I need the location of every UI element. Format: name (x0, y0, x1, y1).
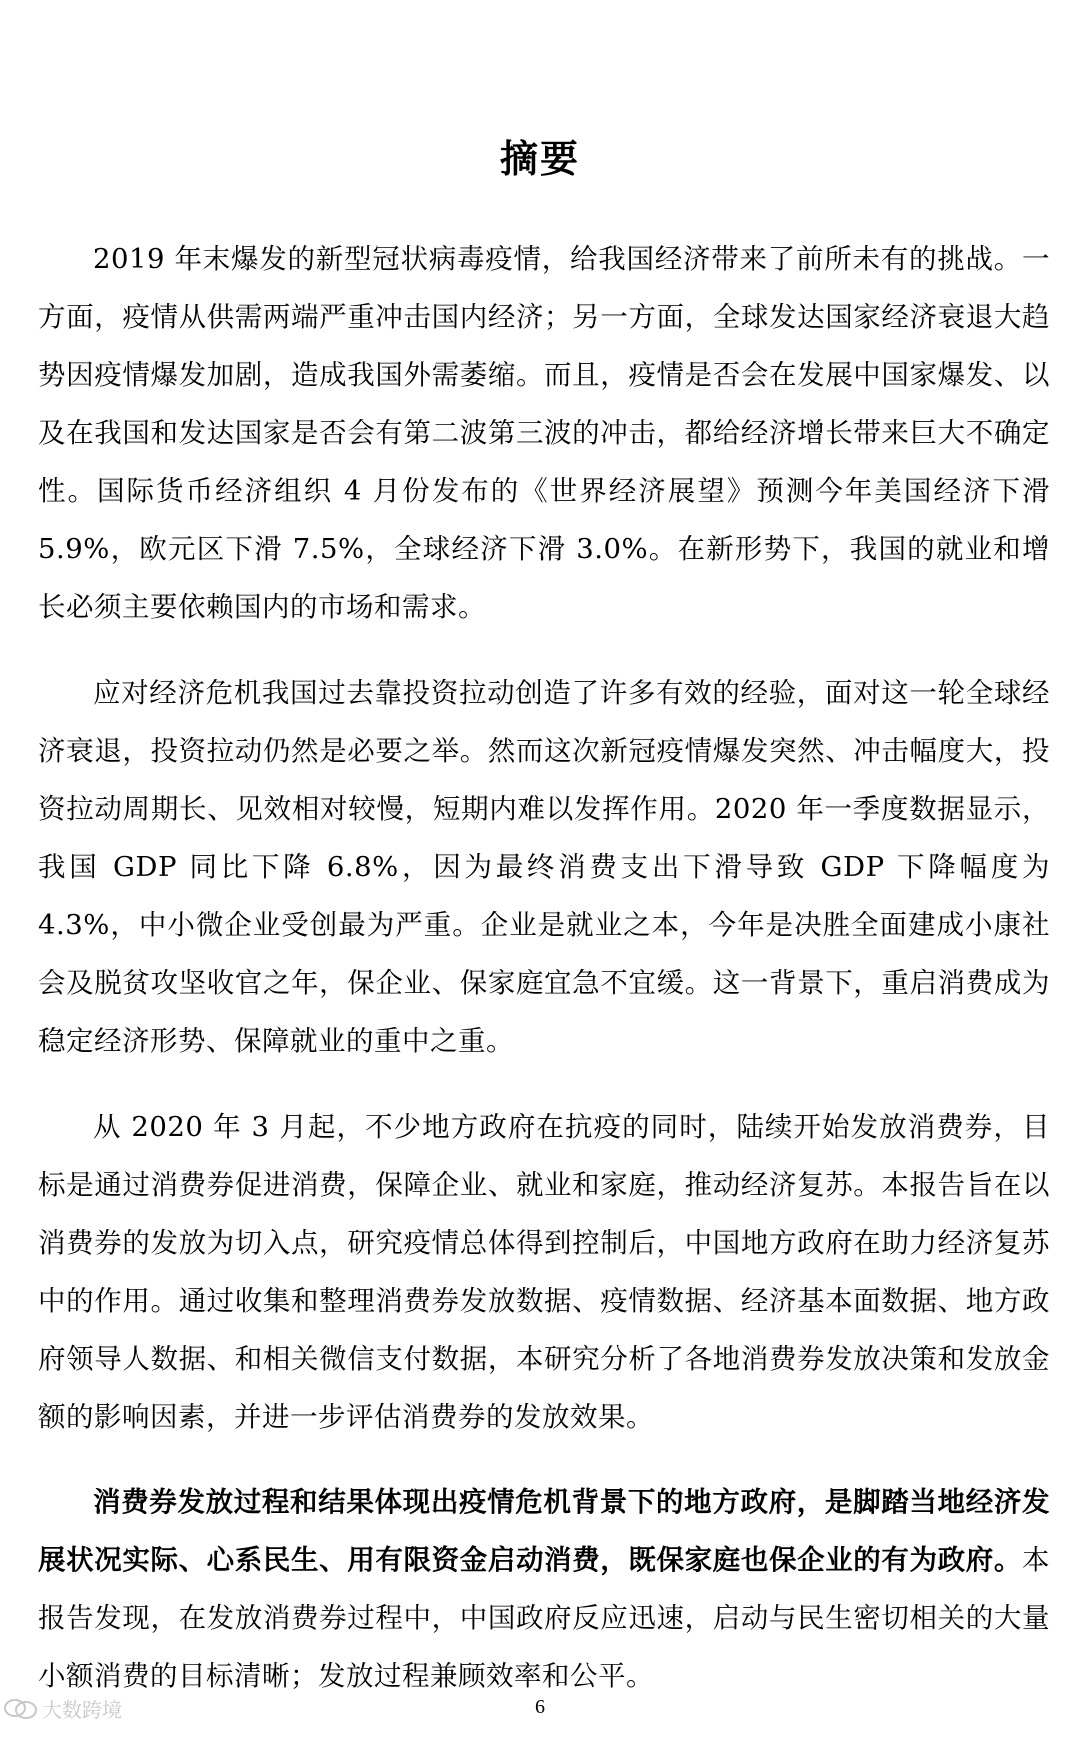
page-title: 摘要 (499, 136, 580, 181)
paragraph-4 (38, 1473, 1050, 1705)
paragraph-4-text: 本报告发现，在发放消费券过程中，中国政府反应迅速，启动与民生密切相关的大量小额消费的目标清晰；发放过程兼顾效率和公平。 (38, 1544, 1050, 1692)
paragraph-4-bold-lead: 消费券发放过程和结果体现出疫情危机背景下的地方政府，是脚踏当地经济发展状况实际、心系民生、用有限资金启动消费，既保家庭也保企业的有为政府。 (38, 1486, 1050, 1576)
paragraph-2: 应对经济危机我国过去靠投资拉动创造了许多有效的经验，面对这一轮全球经济衰退，投资拉动仍然是必要之举。然而这次新冠疫情爆发突然、冲击幅度大，投资拉动周期长、见效相对较慢，短期内难以发挥作用。2020 年一季度数据显示，我国 GDP 同比下降 6.8%，因为最终消费支出下滑导致 GDP 下降幅度为 4.3%，中小微企业受创最为严重。企业是就业之本，今年是决胜全面建成小康社会及脱贫攻坚收官之年，保企业、保家庭宜急不宜缓。这一背景下，重启消费成为稳定经济形势、保障就业的重中之重。 (38, 677, 1050, 1057)
chat-bubble-logo-icon (4, 1697, 38, 1721)
watermark-text: 大数跨境 (42, 1698, 122, 1722)
paragraph-1: 2019 年末爆发的新型冠状病毒疫情，给我国经济带来了前所未有的挑战。一方面，疫情从供需两端严重冲击国内经济；另一方面，全球发达国家经济衰退大趋势因疫情爆发加剧，造成我国外需萎缩。而且，疫情是否会在发展中国家爆发、以及在我国和发达国家是否会有第二波第三波的冲击，都给经济增长带来巨大不确定性。国际货币经济组织 4 月份发布的《世界经济展望》预测今年美国经济下滑 5.9%，欧元区下滑 7.5%，全球经济下滑 3.0%。在新形势下，我国的就业和增长必须主要依赖国内的市场和需求。 (38, 243, 1050, 623)
page-number: 6 (535, 1696, 545, 1718)
paragraph-3: 从 2020 年 3 月起，不少地方政府在抗疫的同时，陆续开始发放消费券，目标是通过消费券促进消费，保障企业、就业和家庭，推动经济复苏。本报告旨在以消费券的发放为切入点，研究疫情总体得到控制后，中国地方政府在助力经济复苏中的作用。通过收集和整理消费券发放数据、疫情数据、经济基本面数据、地方政府领导人数据、和相关微信支付数据，本研究分析了各地消费券发放决策和发放金额的影响因素，并进一步评估消费券的发放效果。 (38, 1111, 1050, 1433)
watermark (4, 1694, 122, 1723)
